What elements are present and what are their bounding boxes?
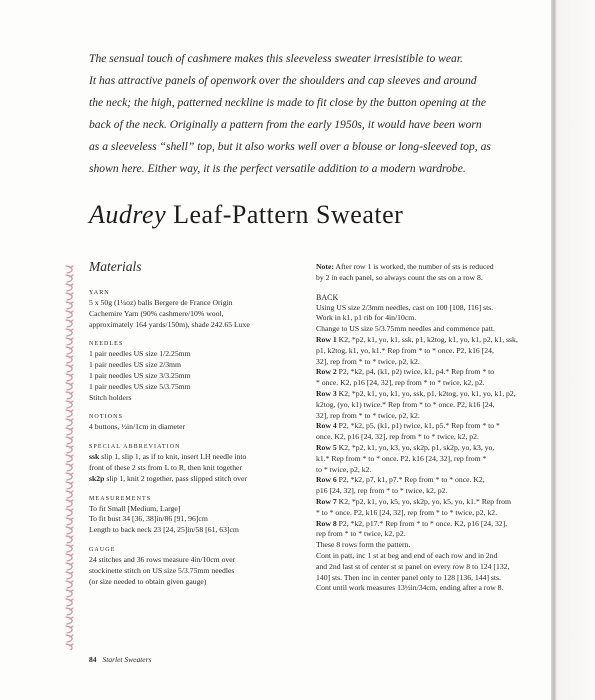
leaf-ornament-mark (66, 284, 73, 291)
pattern-title (89, 200, 403, 230)
leaf-ornament-mark (66, 464, 73, 471)
tail-line: and 2nd last st of center st st panel on every row 8 to 124 [132, (316, 561, 510, 571)
back-heading: BACK (316, 292, 339, 302)
leaf-ornament-mark (66, 527, 73, 534)
note-line: by 2 in each panel, so always count the sts on a row 8. (316, 272, 483, 282)
notions-section (89, 412, 289, 433)
leaf-ornament-mark (66, 608, 73, 615)
leaf-ornament-mark (66, 554, 73, 561)
measurements-line: To fit bust 34 [36, 38]in/86 [91, 96]cm (89, 514, 208, 524)
row-label: Row 4 (316, 421, 337, 431)
yarn-line: Cachemire Yarn (90% cashmere/10% wool, (89, 308, 224, 318)
pattern-rows (316, 335, 552, 540)
back-line: Change to US size 5/3.75mm needles and commence patt. (316, 324, 495, 334)
intro-line: back of the neck. Originally a pattern from the early 1950s, it would have been worn (89, 118, 482, 131)
leaf-ornament-mark (66, 293, 73, 300)
pattern-row (316, 443, 552, 454)
leaf-ornament-mark (66, 599, 73, 606)
leaf-ornament-mark (66, 374, 73, 381)
row-label: Row 8 (316, 518, 337, 528)
row-text: * to * once. P2, k16 [24, 32], rep from * to * twice, p2, k2. (316, 507, 498, 517)
leaf-ornament-mark (66, 311, 73, 318)
needles-line: 1 pair needles US size 5/3.75mm (89, 381, 191, 391)
pattern-row (316, 389, 552, 400)
materials-heading: Materials (89, 259, 142, 274)
yarn-heading: YARN (89, 290, 110, 296)
leaf-ornament-mark (66, 491, 73, 498)
leaf-ornament-mark (66, 356, 73, 363)
row-text: K2, *p2, k1, yo, k1, ssk, p1, k2tog, k1, yo, k1, p2, k1, ssk, (336, 334, 518, 344)
row-label: Row 5 (316, 442, 337, 452)
leaf-ornament-mark (66, 509, 73, 516)
row-text: p16 [24, 32], rep from * to * twice, k2, p2. (316, 486, 448, 496)
needles-line: 1 pair needles US size 1/2.25mm (89, 349, 191, 359)
leaf-ornament-mark (66, 482, 73, 489)
notions-heading: NOTIONS (89, 414, 124, 421)
page-number: 84 (89, 655, 97, 664)
yarn-line: approximately 164 yards/150m), shade 242.65 Luxe (89, 319, 250, 329)
needles-line: Stitch holders (89, 392, 132, 402)
abbreviation-ssk (89, 452, 289, 463)
leaf-ornament-mark (66, 329, 73, 336)
measurements-heading: MEASUREMENTS (89, 495, 152, 502)
row-text: rep from * to * twice, k2, p2. (316, 529, 406, 539)
intro-line: shown here. Either way, it is the perfect versatile addition to a modern wardrobe. (89, 162, 466, 175)
leaf-ornament-mark (66, 572, 73, 579)
leaf-ornament-mark (66, 644, 73, 650)
note-paragraph (316, 262, 552, 284)
leaf-ornament-mark (66, 455, 73, 462)
note-text: After row 1 is worked, the number of sts is reduced (333, 262, 494, 271)
leaf-ornament-mark (66, 473, 73, 480)
abbreviation-heading: SPECIAL ABBREVIATION (89, 444, 181, 451)
needles-line: 1 pair needles US size 2/3mm (89, 360, 182, 370)
gauge-heading: GAUGE (89, 546, 116, 553)
gauge-line: 24 stitches and 36 rows measure 4in/10cm over (89, 554, 236, 564)
leaf-ornament-mark (66, 446, 73, 453)
notions-line: 4 buttons, ½in/1cm in diameter (89, 422, 186, 432)
measurements-line: To fit Small [Medium, Large] (89, 503, 181, 513)
row-text: once. K2, p16 [24, 32], rep from * to * twice, k2, p2. (316, 432, 479, 442)
leaf-ornament-mark (66, 365, 73, 372)
needles-line: 1 pair needles US size 3/3.25mm (89, 370, 191, 380)
measurements-section (89, 494, 289, 536)
gauge-section (89, 545, 289, 587)
leaf-ornament-mark (66, 536, 73, 543)
leaf-ornament-mark (66, 437, 73, 444)
leaf-ornament-mark (66, 617, 73, 624)
row-text: P2, *k2, p17.* Rep from * to * once. K2, p16 [24, 32], (336, 518, 508, 528)
row-text: P2, *k2, p7, k1, p7.* Rep from * to * once. K2, (336, 475, 485, 485)
page-edge (551, 0, 595, 700)
leaf-ornament-mark (66, 275, 73, 282)
abbreviation-term: sk2p (89, 473, 105, 483)
row-text: P2, *k2, p5, (k1, p1) twice, k1, p5.* Rep from * to * (336, 421, 500, 431)
abbreviation-text: front of these 2 sts from L to R, then knit together (89, 462, 243, 472)
leaf-ornament-mark (66, 266, 73, 273)
needles-heading: NEEDLES (89, 341, 124, 348)
leaf-ornament-mark (66, 518, 73, 525)
page-footer (89, 655, 151, 664)
row-text: P2, *k2, p4, (k1, p2) twice, k1, p4.* Rep from * to (336, 367, 495, 377)
measurements-line: Length to back neck 23 [24, 25]in/58 [61, 63]cm (89, 525, 239, 535)
row-label: Row 6 (316, 475, 337, 485)
row-text: K2, *p2, k1, yo, k3, yo, sk2p, p1, sk2p, yo, k3, yo, (336, 442, 495, 452)
pattern-row (316, 497, 552, 508)
tail-line: These 8 rows form the pattern. (316, 540, 411, 550)
title-italic: Audrey (89, 200, 167, 229)
materials-column (89, 258, 289, 596)
abbreviation-text: slip 1, slip 1, as if to knit, insert LH needle into (99, 452, 247, 462)
row-label: Row 2 (316, 367, 337, 377)
row-text: K2, *p2, k1, yo, k5, yo, sk2p, yo, k5, yo, k1.* Rep from (336, 496, 511, 506)
abbreviation-term: ssk (89, 452, 100, 462)
leaf-ornament-mark (66, 302, 73, 309)
pattern-row (316, 335, 552, 346)
leaf-border-ornament (62, 262, 78, 650)
pattern-row (316, 475, 552, 486)
leaf-ornament-mark (66, 347, 73, 354)
intro-line: It has attractive panels of openwork over the shoulders and cap sleeves and around (89, 74, 477, 87)
tail-line: Cont until work measures 13½in/34cm, ending after a row 8. (316, 583, 504, 593)
leaf-ornament-mark (66, 338, 73, 345)
intro-line: The sensual touch of cashmere makes this sleeveless sweater irresistible to wear. (89, 52, 463, 65)
intro-line: the neck; the high, patterned neckline is made to fit close by the button opening at the (89, 96, 486, 109)
leaf-ornament-mark (66, 392, 73, 399)
needles-section (89, 339, 289, 403)
pattern-row (316, 421, 552, 432)
abbreviation-text: slip 1, knit 2 together, pass slipped stitch over (104, 473, 247, 483)
intro-line: as a sleeveless “shell” top, but it also works well over a blouse or long-sleeved top, as (89, 140, 491, 153)
yarn-section (89, 288, 289, 330)
note-line (316, 262, 552, 273)
leaf-ornament-mark (66, 500, 73, 507)
row-label: Row 7 (316, 496, 337, 506)
leaf-ornament-mark (66, 581, 73, 588)
tail-line: Cont in patt, inc 1 st at beg and end of each row and in 2nd (316, 550, 498, 560)
leaf-ornament-mark (66, 428, 73, 435)
pattern-row (316, 367, 552, 378)
row-label: Row 3 (316, 388, 337, 398)
pattern-row (316, 519, 552, 530)
tail-line: 140] sts. Then inc in center panel only to 128 [136, 144] sts. (316, 572, 501, 582)
row-text: * once. K2, p16 [24, 32], rep from * to * twice, k2, p2. (316, 378, 485, 388)
gauge-line: stockinette stitch on US size 5/3.75mm needles (89, 565, 235, 575)
row-label: Row 1 (316, 334, 337, 344)
row-text: k1.* Rep from * to * once. P2, k16 [24, 32], rep from * (316, 453, 487, 463)
leaf-ornament-mark (66, 635, 73, 642)
leaf-ornament-mark (66, 320, 73, 327)
back-line: Using US size 2/3mm needles, cast on 100 [108, 116] sts. (316, 302, 494, 312)
row-text: 32], rep from * to * twice, p2, k2. (316, 410, 420, 420)
gauge-line: (or size needed to obtain given gauge) (89, 576, 207, 586)
note-label: Note: (316, 262, 334, 271)
abbreviation-sk2p (89, 474, 289, 485)
leaf-ornament-mark (66, 383, 73, 390)
row-text: to * twice, p2, k2. (316, 464, 372, 474)
row-text: K2, *p2, k1, yo, k1, yo, ssk, p1, k2tog, yo, k1, yo, k1, p2, (336, 388, 516, 398)
instructions-column (316, 262, 552, 594)
intro-paragraph (89, 48, 509, 180)
leaf-ornament-mark (66, 563, 73, 570)
leaf-ornament-mark (66, 419, 73, 426)
yarn-line: 5 x 50g (1¼oz) balls Bergere de France Origin (89, 298, 233, 307)
row-text: k2tog, (yo, k1) twice.* Rep from * to * once. P2, k16 [24, (316, 399, 495, 409)
abbreviation-section (89, 442, 289, 484)
row-text: p1, k2tog, k1, yo, k1.* Rep from * to * once. P2, k16 [24, (316, 345, 494, 355)
leaf-ornament-mark (66, 401, 73, 408)
leaf-ornament-mark (66, 590, 73, 597)
leaf-ornament-mark (66, 545, 73, 552)
book-title: Starlet Sweaters (102, 655, 152, 664)
row-text: 32], rep from * to * twice, p2, k2. (316, 356, 420, 366)
leaf-ornament-mark (66, 626, 73, 633)
leaf-ornament-mark (66, 410, 73, 417)
back-line: Work in k1, p1 rib for 4in/10cm. (316, 313, 417, 323)
title-rest: Leaf-Pattern Sweater (166, 200, 404, 229)
